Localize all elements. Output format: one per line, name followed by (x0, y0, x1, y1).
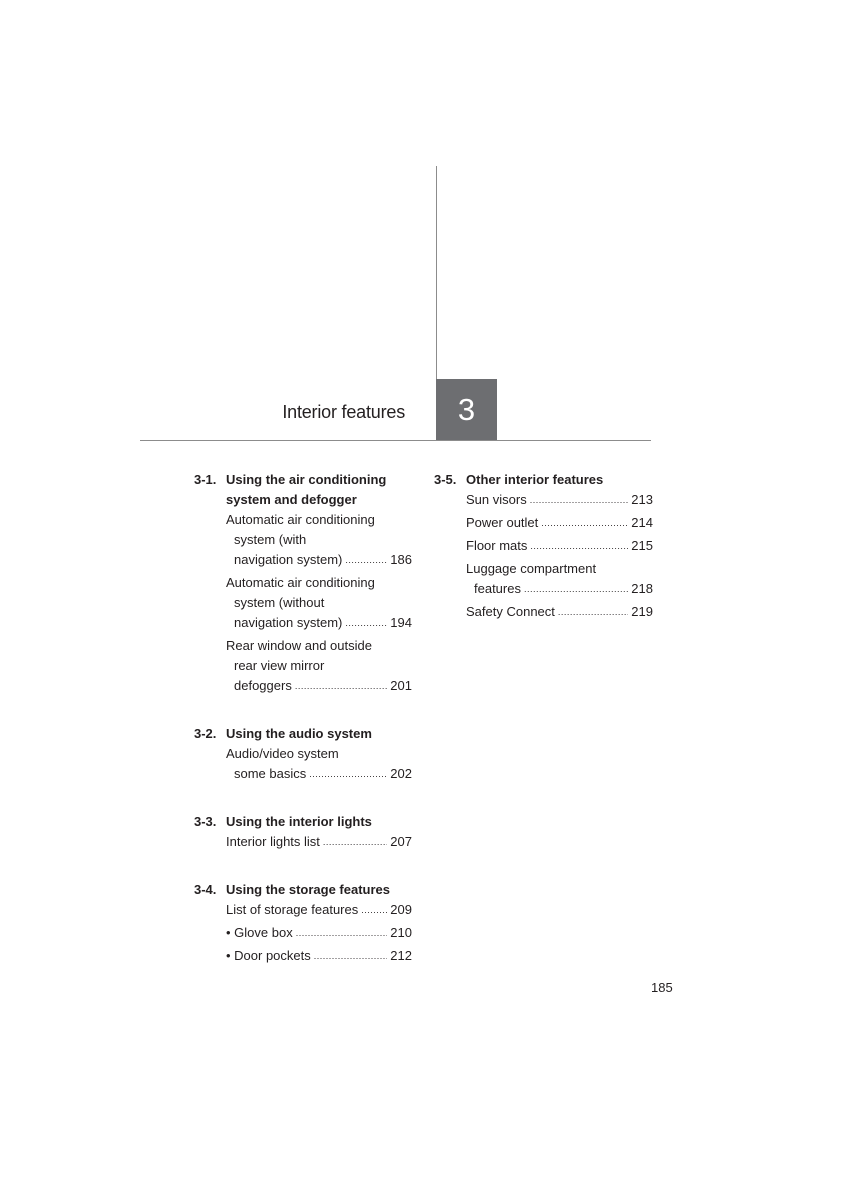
toc-entry-text: List of storage features (226, 902, 359, 917)
chapter-title: Interior features (282, 402, 405, 422)
toc-entry[interactable] (226, 832, 412, 852)
toc-entry[interactable] (226, 573, 412, 633)
toc-entry-line (226, 946, 412, 966)
toc-entry-line (226, 923, 412, 943)
dot-leader (314, 946, 388, 966)
dot-leader (309, 764, 387, 784)
toc-entry-line (226, 613, 412, 633)
section-title: Using the air conditioning system and defogger (226, 472, 387, 507)
toc-entry-text: Automatic air conditioning (226, 512, 375, 527)
toc-section (194, 470, 412, 696)
toc-page-number: 214 (631, 515, 653, 530)
toc-entry[interactable] (226, 900, 412, 920)
dot-leader (323, 832, 387, 852)
toc-entry-line (226, 744, 412, 764)
toc-page-number: 213 (631, 492, 653, 507)
toc-entry-line (226, 510, 412, 530)
section-heading (194, 812, 412, 832)
toc-section (194, 812, 412, 852)
section-number: 3-2. (194, 726, 217, 741)
dot-leader (524, 579, 628, 599)
dot-leader (295, 676, 387, 696)
section-heading (194, 724, 412, 744)
toc-entry-text: navigation system) (234, 552, 343, 567)
toc-page-number: 194 (390, 615, 412, 630)
section-number: 3-5. (434, 472, 457, 487)
toc-entry-text: Luggage compartment (466, 561, 597, 576)
toc-section (194, 880, 412, 966)
toc-entry-line (226, 676, 412, 696)
toc-page-number: 212 (390, 948, 412, 963)
toc-entry-line (226, 573, 412, 593)
toc-entry-text: • Door pockets (226, 948, 311, 963)
section-number: 3-1. (194, 472, 217, 487)
toc-entry-line (226, 593, 412, 613)
toc-entry-line (466, 536, 653, 556)
toc-page-number: 219 (631, 604, 653, 619)
toc-entry-text: navigation system) (234, 615, 343, 630)
toc-page-number: 186 (390, 552, 412, 567)
section-number: 3-3. (194, 814, 217, 829)
toc-entry-line (226, 550, 412, 570)
toc-page-number: 218 (631, 581, 653, 596)
toc-entry-text: Audio/video system (226, 746, 339, 761)
toc-entry-line (466, 559, 653, 579)
toc-entry-line (466, 602, 653, 622)
toc-entry-line (226, 636, 412, 656)
dot-leader (361, 900, 387, 920)
dot-leader (541, 513, 628, 533)
toc-page-number: 201 (390, 678, 412, 693)
dot-leader (296, 923, 388, 943)
toc-entry[interactable] (226, 636, 412, 696)
toc-entry[interactable] (466, 559, 653, 599)
toc-entry[interactable] (226, 744, 412, 784)
section-title: Using the storage features (226, 882, 390, 897)
section-title: Using the audio system (226, 726, 372, 741)
toc-entry-text: • Glove box (226, 925, 293, 940)
dot-leader (345, 550, 387, 570)
toc-entry-line (226, 530, 412, 550)
toc-entry-text: Power outlet (466, 515, 539, 530)
toc-entry[interactable] (466, 536, 653, 556)
dot-leader (530, 490, 629, 510)
section-heading (434, 470, 653, 490)
toc-entry-line (226, 900, 412, 920)
toc-entry[interactable] (226, 510, 412, 570)
toc-page-number: 202 (390, 766, 412, 781)
toc-entry-text: some basics (234, 766, 307, 781)
toc-entry-line (466, 490, 653, 510)
toc-entry[interactable] (466, 490, 653, 510)
toc-entry-line (226, 832, 412, 852)
dot-leader (558, 602, 628, 622)
toc-entry-text: system (with (234, 532, 307, 547)
page-number: 185 (651, 980, 673, 995)
toc-entry[interactable] (466, 602, 653, 622)
toc-entry-text: Automatic air conditioning (226, 575, 375, 590)
toc-entry-text: rear view mirror (234, 658, 325, 673)
toc-entry-text: Interior lights list (226, 834, 320, 849)
chapter-number-tab: 3 (436, 379, 497, 440)
toc-entry[interactable] (226, 946, 412, 966)
chapter-divider-vertical (436, 166, 437, 380)
toc-entry-text: system (without (234, 595, 325, 610)
toc-page-number: 207 (390, 834, 412, 849)
toc-entry-line (466, 579, 653, 599)
toc-page-number: 215 (631, 538, 653, 553)
toc-entry-text: Sun visors (466, 492, 527, 507)
toc-entry-line (226, 764, 412, 784)
section-number: 3-4. (194, 882, 217, 897)
section-title: Using the interior lights (226, 814, 372, 829)
toc-entry-line (466, 513, 653, 533)
toc-entry-text: features (474, 581, 521, 596)
dot-leader (345, 613, 387, 633)
toc-entry-text: Rear window and outside (226, 638, 372, 653)
toc-section (434, 470, 653, 622)
section-title: Other interior features (466, 472, 604, 487)
section-heading (194, 880, 412, 900)
toc-page-number: 209 (390, 902, 412, 917)
toc-entry-text: defoggers (234, 678, 292, 693)
dot-leader (530, 536, 628, 556)
toc-page-number: 210 (390, 925, 412, 940)
toc-entry-text: Floor mats (466, 538, 528, 553)
toc-entry-line (226, 656, 412, 676)
toc-section (194, 724, 412, 784)
toc-entry[interactable] (226, 923, 412, 943)
section-heading (194, 470, 412, 510)
chapter-divider-horizontal (140, 440, 651, 441)
toc-entry-text: Safety Connect (466, 604, 555, 619)
toc-entry[interactable] (466, 513, 653, 533)
